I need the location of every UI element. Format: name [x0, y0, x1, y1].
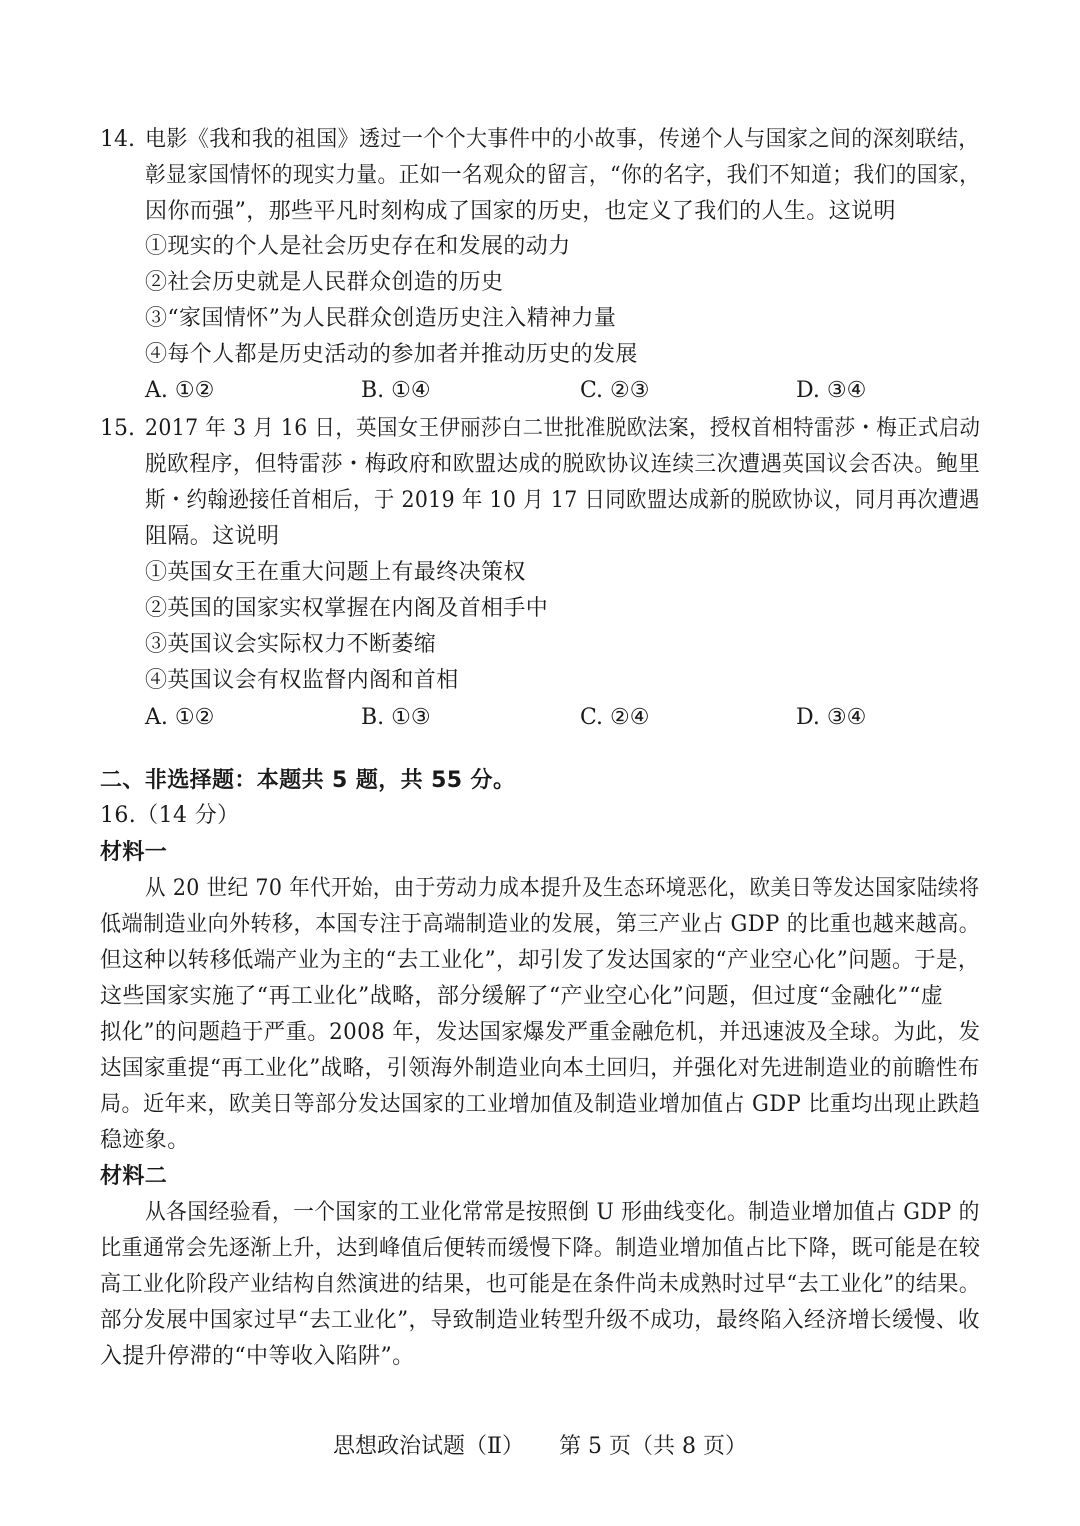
- q14-item: ①现实的个人是社会历史存在和发展的动力: [145, 234, 571, 259]
- material1-line: 从 20 世纪 70 年代开始，由于劳动力成本提升及生态环境恶化，欧美日等发达国家陆续将: [145, 876, 980, 901]
- material2-line: 从各国经验看，一个国家的工业化常常是按照倒 U 形曲线变化。制造业增加值占 GDP 的: [145, 1200, 980, 1225]
- q14-item: ③“家国情怀”为人民群众创造历史注入精神力量: [145, 306, 617, 331]
- material1-line: 达国家重提“再工业化”战略，引领海外制造业向本土回归，并强化对先进制造业的前瞻性布: [100, 1056, 980, 1081]
- material1-line: 拟化”的问题趋于严重。2008 年，发达国家爆发严重金融危机，并迅速波及全球。为此，发: [100, 1020, 981, 1045]
- footer-page-number: 第 5 页（共 8 页）: [559, 1434, 747, 1459]
- q15-option-a: A. ①②: [145, 705, 215, 730]
- q15-option-b: B. ①③: [361, 705, 431, 730]
- q14-stem-line: 因你而强”，那些平凡时刻构成了国家的历史，也定义了我们的人生。这说明: [145, 199, 896, 224]
- footer-subject: 思想政治试题（Ⅱ）: [333, 1434, 524, 1459]
- q15-option-c: C. ②④: [580, 705, 650, 730]
- q14-stem-line: 电影《我和我的祖国》透过一个个大事件中的小故事，传递个人与国家之间的深刻联结，: [145, 127, 980, 152]
- material1-line: 低端制造业向外转移，本国专注于高端制造业的发展，第三产业占 GDP 的比重也越来越高。: [100, 912, 981, 937]
- q15-stem-line: 阻隔。这说明: [145, 524, 280, 549]
- section-heading: 二、非选择题：本题共 5 题，共 55 分。: [100, 768, 516, 793]
- material1-line: 这些国家实施了“再工业化”战略，部分缓解了“产业空心化”问题，但过度“金融化”“虚: [100, 984, 944, 1009]
- material1-line: 但这种以转移低端产业为主的“去工业化”，却引发了发达国家的“产业空心化”问题。于是，: [100, 948, 980, 973]
- q14-item: ②社会历史就是人民群众创造的历史: [145, 270, 504, 295]
- material2-title: 材料二: [100, 1164, 168, 1189]
- q14-stem-line: 彰显家国情怀的现实力量。正如一名观众的留言，“你的名字，我们不知道；我们的国家，: [145, 163, 981, 188]
- q16-label: 16.（14 分）: [100, 803, 240, 828]
- q14-option-d: D. ③④: [796, 378, 867, 403]
- material2-line: 比重通常会先逐渐上升，达到峰值后便转而缓慢下降。制造业增加值占比下降，既可能是在较: [100, 1236, 981, 1261]
- q15-item: ③英国议会实际权力不断萎缩: [145, 632, 437, 657]
- q14-option-c: C. ②③: [580, 378, 650, 403]
- q15-item: ①英国女王在重大问题上有最终决策权: [145, 560, 526, 585]
- q15-stem-line: 2017 年 3 月 16 日，英国女王伊丽莎白二世批准脱欧法案，授权首相特雷莎・梅正式启动: [145, 416, 981, 441]
- q14-option-b: B. ①④: [361, 378, 431, 403]
- material2-line: 部分发展中国家过早“去工业化”，导致制造业转型升级不成功，最终陷入经济增长缓慢、收: [100, 1308, 980, 1333]
- q14-item: ④每个人都是历史活动的参加者并推动历史的发展: [145, 342, 638, 367]
- q15-number: 15.: [100, 416, 135, 441]
- material1-line: 局。近年来，欧美日等部分发达国家的工业增加值及制造业增加值占 GDP 比重均出现止跌趋: [100, 1092, 981, 1117]
- q15-item: ②英国的国家实权掌握在内阁及首相手中: [145, 596, 549, 621]
- q15-stem-line: 斯・约翰逊接任首相后，于 2019 年 10 月 17 日同欧盟达成新的脱欧协议，同月再次遭遇: [145, 488, 980, 513]
- material1-line: 稳迹象。: [100, 1128, 190, 1153]
- page-footer: [0, 1432, 1080, 1462]
- material1-title: 材料一: [100, 840, 168, 865]
- material2-line: 入提升停滞的“中等收入陷阱”。: [100, 1344, 415, 1369]
- q14-option-a: A. ①②: [145, 378, 215, 403]
- q15-item: ④英国议会有权监督内阁和首相: [145, 668, 459, 693]
- material2-line: 高工业化阶段产业结构自然演进的结果，也可能是在条件尚未成熟时过早“去工业化”的结果。: [100, 1272, 981, 1297]
- q15-stem-line: 脱欧程序，但特雷莎・梅政府和欧盟达成的脱欧协议连续三次遭遇英国议会否决。鲍里: [145, 452, 981, 477]
- q14-number: 14.: [100, 127, 135, 152]
- q15-option-d: D. ③④: [796, 705, 867, 730]
